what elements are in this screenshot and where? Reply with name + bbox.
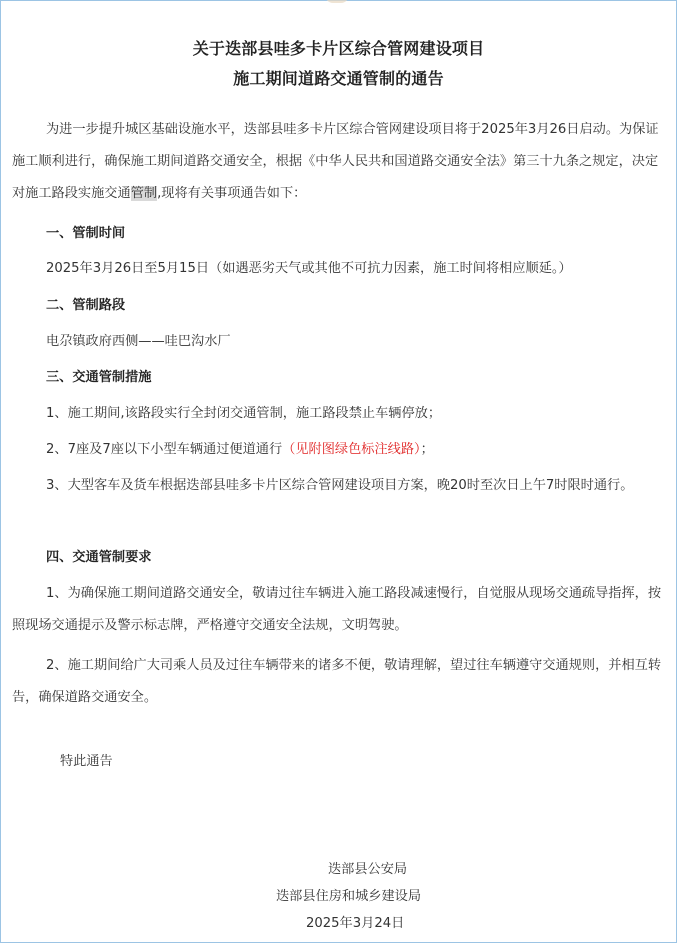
section1-heading: 一、管制时间	[46, 226, 126, 241]
signature-date: 2025年3月24日	[306, 916, 405, 931]
intro-text-b: ,现将有关事项通告如下：	[157, 186, 307, 201]
section4-item2: 2、施工期间给广大司乘人员及过往车辆带来的诸多不便，敬请理解，望过往车辆遵守交通规则，并相互转告，确保道路交通安全。	[12, 658, 662, 705]
section3-item2-text: 2、7座及7座以下小型车辆通过便道通行	[46, 442, 283, 457]
section3-item2-end: ；	[420, 442, 434, 457]
signature-org2: 迭部县住房和城乡建设局	[276, 889, 422, 904]
section3-item2-red-note: （见附图绿色标注线路）	[282, 442, 421, 457]
section3-item1: 1、施工期间,该路段实行全封闭交通管制，施工路段禁止车辆停放；	[46, 406, 442, 421]
section3-item2	[46, 439, 677, 461]
section4-item1: 1、为确保施工期间道路交通安全，敬请过往车辆进入施工路段减速慢行，自觉服从现场交通疏导指挥，按照现场交通提示及警示标志牌，严格遵守交通安全法规，文明驾驶。	[12, 586, 662, 633]
section1-text: 2025年3月26日至5月15日（如遇恶劣天气或其他不可抗力因素，施工时间将相应顺延。）	[46, 261, 572, 276]
notice-title-line1: 关于迭部县哇多卡片区综合管网建设项目	[192, 39, 485, 58]
section3-item3: 3、大型客车及货车根据迭部县哇多卡片区综合管网建设项目方案，晚20时至次日上午7时限时通行。	[46, 478, 634, 493]
intro-text-a: 为进一步提升城区基础设施水平，迭部县哇多卡片区综合管网建设项目将于2025年3月26日启动。为保证施工顺利进行，确保施工期间道路交通安全，根据《中华人民共和国道路交通安全法》第三十九条之规定，决定对施工路段实施交通	[12, 122, 659, 201]
section2-text: 电尕镇政府西侧——哇巴沟水厂	[46, 334, 231, 349]
section3-heading: 三、交通管制措施	[46, 370, 152, 385]
intro-highlighted-text: 管制	[130, 186, 158, 201]
closing-text: 特此通告	[60, 754, 113, 769]
section2-heading: 二、管制路段	[46, 298, 126, 313]
section4-heading: 四、交通管制要求	[46, 550, 152, 565]
intro-paragraph	[12, 114, 668, 210]
top-decoration	[325, 0, 349, 3]
notice-title-line2: 施工期间道路交通管制的通告	[233, 69, 444, 88]
signature-org1: 迭部县公安局	[328, 862, 408, 877]
